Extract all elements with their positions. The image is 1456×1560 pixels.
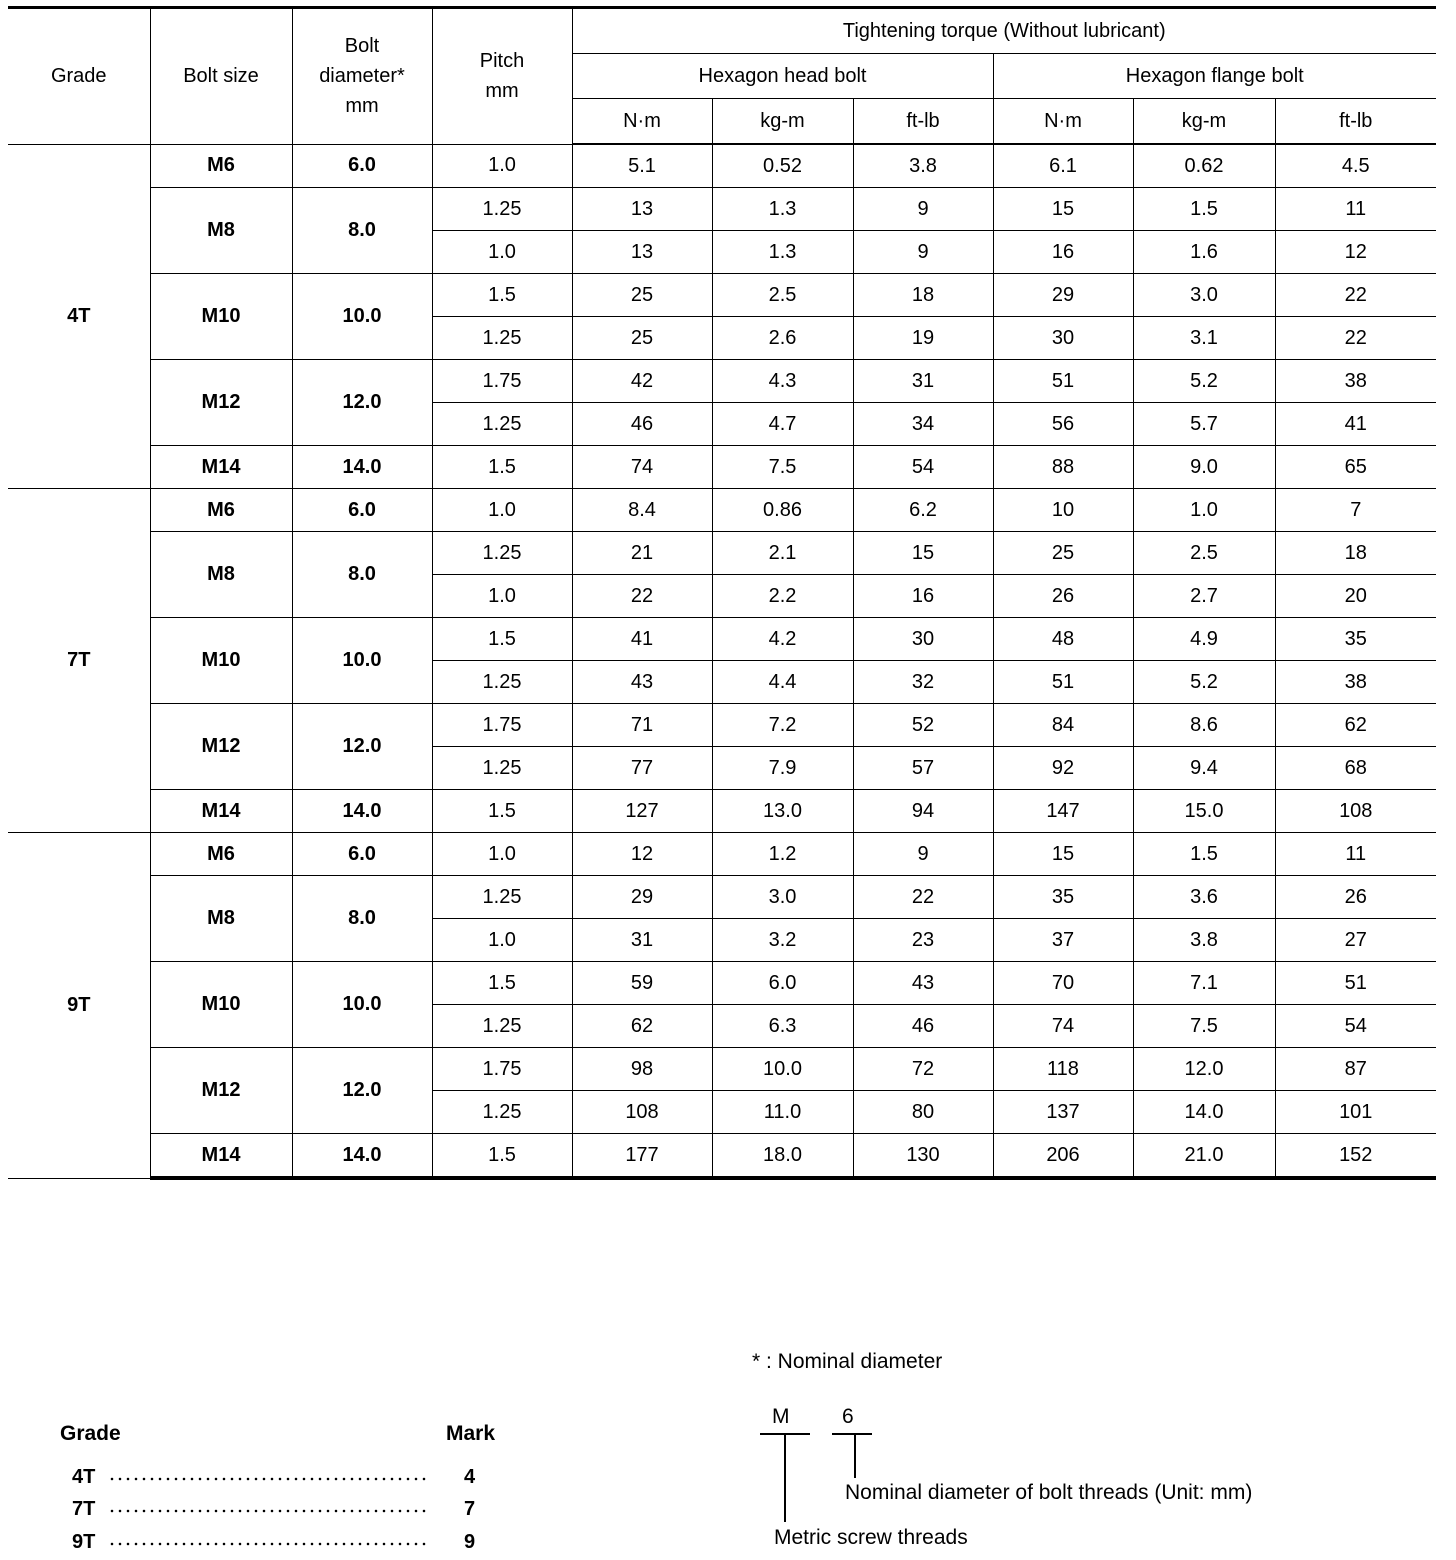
cell-pitch: 1.25 [432,876,572,919]
cell-head-nm: 108 [572,1091,712,1134]
cell-flange-ftlb: 51 [1275,962,1436,1005]
cell-bolt-diameter: 10.0 [292,962,432,1048]
cell-flange-nm: 37 [993,919,1133,962]
cell-head-kgm: 4.7 [712,403,853,446]
cell-head-nm: 25 [572,317,712,360]
cell-head-kgm: 18.0 [712,1134,853,1179]
cell-head-ftlb: 30 [853,618,993,661]
cell-flange-kgm: 1.6 [1133,231,1275,274]
cell-flange-kgm: 0.62 [1133,144,1275,188]
cell-flange-nm: 84 [993,704,1133,747]
cell-head-kgm: 4.4 [712,661,853,704]
cell-flange-nm: 206 [993,1134,1133,1179]
cell-head-nm: 98 [572,1048,712,1091]
cell-bolt-size: M10 [150,962,292,1048]
cell-head-nm: 43 [572,661,712,704]
cell-head-ftlb: 57 [853,747,993,790]
grade-mark-mark: 9 [464,1531,476,1553]
diagram-line-m-stem [784,1434,786,1522]
cell-bolt-diameter: 8.0 [292,876,432,962]
cell-flange-nm: 74 [993,1005,1133,1048]
cell-flange-nm: 137 [993,1091,1133,1134]
cell-head-ftlb: 72 [853,1048,993,1091]
cell-head-kgm: 7.9 [712,747,853,790]
cell-head-ftlb: 9 [853,833,993,876]
cell-flange-ftlb: 26 [1275,876,1436,919]
cell-pitch: 1.25 [432,532,572,575]
cell-flange-nm: 56 [993,403,1133,446]
cell-head-ftlb: 9 [853,188,993,231]
cell-flange-ftlb: 22 [1275,317,1436,360]
cell-head-nm: 177 [572,1134,712,1179]
table-row [8,876,1436,919]
cell-head-ftlb: 94 [853,790,993,833]
cell-flange-kgm: 1.0 [1133,489,1275,532]
cell-head-nm: 74 [572,446,712,489]
header-bolt-size: Bolt size [150,8,292,145]
table-body [8,144,1436,1178]
cell-bolt-size: M8 [150,188,292,274]
cell-pitch: 1.25 [432,661,572,704]
cell-flange-kgm: 2.7 [1133,575,1275,618]
cell-bolt-diameter: 8.0 [292,532,432,618]
cell-pitch: 1.0 [432,489,572,532]
cell-head-nm: 13 [572,231,712,274]
grade-mark-mark: 4 [464,1466,476,1488]
cell-head-kgm: 3.2 [712,919,853,962]
cell-head-kgm: 4.3 [712,360,853,403]
cell-pitch: 1.5 [432,790,572,833]
table-row [8,489,1436,532]
cell-flange-ftlb: 27 [1275,919,1436,962]
cell-head-nm: 46 [572,403,712,446]
cell-flange-ftlb: 38 [1275,360,1436,403]
cell-pitch: 1.25 [432,317,572,360]
cell-flange-kgm: 14.0 [1133,1091,1275,1134]
cell-flange-ftlb: 18 [1275,532,1436,575]
header-hex-flange: Hexagon flange bolt [993,54,1436,99]
cell-bolt-size: M12 [150,360,292,446]
cell-flange-ftlb: 41 [1275,403,1436,446]
cell-flange-ftlb: 54 [1275,1005,1436,1048]
table-row [8,704,1436,747]
cell-flange-nm: 26 [993,575,1133,618]
table-row [8,833,1436,876]
cell-bolt-diameter: 10.0 [292,274,432,360]
cell-flange-kgm: 3.8 [1133,919,1275,962]
cell-pitch: 1.75 [432,1048,572,1091]
cell-bolt-size: M6 [150,489,292,532]
cell-head-kgm: 7.5 [712,446,853,489]
cell-bolt-diameter: 14.0 [292,446,432,489]
header-unit: ft-lb [1275,99,1436,145]
cell-flange-nm: 48 [993,618,1133,661]
cell-head-ftlb: 18 [853,274,993,317]
grade-mark-row [72,1531,492,1557]
cell-flange-nm: 16 [993,231,1133,274]
cell-flange-nm: 51 [993,360,1133,403]
cell-bolt-size: M12 [150,704,292,790]
diagram-line-6-underline [832,1433,872,1435]
cell-flange-ftlb: 68 [1275,747,1436,790]
header-unit: N·m [572,99,712,145]
cell-head-kgm: 3.0 [712,876,853,919]
cell-flange-kgm: 2.5 [1133,532,1275,575]
cell-head-nm: 25 [572,274,712,317]
cell-pitch: 1.0 [432,575,572,618]
header-bolt-diameter-line2: diameter* [319,65,405,88]
cell-head-nm: 29 [572,876,712,919]
cell-head-nm: 42 [572,360,712,403]
cell-head-nm: 8.4 [572,489,712,532]
cell-flange-nm: 10 [993,489,1133,532]
cell-head-ftlb: 16 [853,575,993,618]
cell-bolt-diameter: 14.0 [292,790,432,833]
diagram-number-6: 6 [842,1405,854,1428]
cell-flange-kgm: 5.2 [1133,360,1275,403]
cell-pitch: 1.5 [432,1134,572,1179]
header-grade: Grade [8,8,150,145]
table-row [8,532,1436,575]
cell-pitch: 1.25 [432,747,572,790]
cell-flange-ftlb: 62 [1275,704,1436,747]
cell-bolt-size: M8 [150,532,292,618]
cell-grade: 9T [8,833,150,1179]
cell-head-ftlb: 54 [853,446,993,489]
cell-flange-nm: 88 [993,446,1133,489]
cell-flange-kgm: 7.1 [1133,962,1275,1005]
grade-mark-row [72,1466,492,1492]
cell-bolt-size: M12 [150,1048,292,1134]
cell-pitch: 1.0 [432,144,572,188]
cell-flange-ftlb: 11 [1275,833,1436,876]
header-unit: ft-lb [853,99,993,145]
cell-flange-ftlb: 38 [1275,661,1436,704]
cell-head-ftlb: 46 [853,1005,993,1048]
cell-head-kgm: 1.3 [712,231,853,274]
cell-bolt-size: M6 [150,833,292,876]
cell-head-kgm: 2.5 [712,274,853,317]
cell-head-nm: 127 [572,790,712,833]
cell-head-kgm: 10.0 [712,1048,853,1091]
cell-head-nm: 5.1 [572,144,712,188]
cell-flange-ftlb: 108 [1275,790,1436,833]
cell-flange-nm: 15 [993,833,1133,876]
table-row [8,360,1436,403]
grade-heading: Grade [60,1422,121,1445]
cell-flange-kgm: 7.5 [1133,1005,1275,1048]
cell-bolt-size: M6 [150,144,292,188]
header-tightening-torque: Tightening torque (Without lubricant) [572,8,1436,54]
cell-bolt-diameter: 12.0 [292,704,432,790]
diagram-nominal-label: Nominal diameter of bolt threads (Unit: mm) [845,1481,1253,1504]
cell-flange-nm: 70 [993,962,1133,1005]
cell-bolt-diameter: 12.0 [292,1048,432,1134]
cell-head-kgm: 13.0 [712,790,853,833]
cell-head-kgm: 0.86 [712,489,853,532]
cell-bolt-diameter: 6.0 [292,489,432,532]
cell-bolt-diameter: 6.0 [292,833,432,876]
cell-flange-kgm: 3.0 [1133,274,1275,317]
cell-head-ftlb: 34 [853,403,993,446]
cell-head-nm: 62 [572,1005,712,1048]
cell-bolt-size: M10 [150,618,292,704]
cell-head-ftlb: 43 [853,962,993,1005]
torque-table [8,6,1436,1180]
cell-flange-nm: 25 [993,532,1133,575]
cell-bolt-size: M10 [150,274,292,360]
dot-leader [108,1476,428,1482]
dot-leader [108,1541,428,1547]
cell-pitch: 1.0 [432,919,572,962]
cell-flange-ftlb: 101 [1275,1091,1436,1134]
grade-mark-row [72,1498,492,1524]
cell-flange-kgm: 8.6 [1133,704,1275,747]
cell-head-nm: 22 [572,575,712,618]
cell-pitch: 1.5 [432,962,572,1005]
cell-head-ftlb: 52 [853,704,993,747]
cell-bolt-size: M14 [150,446,292,489]
cell-head-kgm: 11.0 [712,1091,853,1134]
cell-flange-nm: 30 [993,317,1133,360]
cell-head-ftlb: 22 [853,876,993,919]
cell-pitch: 1.5 [432,446,572,489]
cell-head-ftlb: 3.8 [853,144,993,188]
cell-head-nm: 59 [572,962,712,1005]
cell-flange-ftlb: 87 [1275,1048,1436,1091]
header-unit: kg-m [712,99,853,145]
cell-head-kgm: 6.3 [712,1005,853,1048]
cell-pitch: 1.0 [432,833,572,876]
cell-flange-nm: 35 [993,876,1133,919]
cell-head-kgm: 6.0 [712,962,853,1005]
cell-flange-kgm: 9.4 [1133,747,1275,790]
table-row [8,1048,1436,1091]
header-pitch [432,8,572,145]
mark-heading: Mark [446,1422,496,1445]
cell-head-nm: 12 [572,833,712,876]
cell-pitch: 1.75 [432,704,572,747]
cell-flange-nm: 118 [993,1048,1133,1091]
cell-flange-kgm: 21.0 [1133,1134,1275,1179]
cell-flange-nm: 6.1 [993,144,1133,188]
cell-bolt-diameter: 6.0 [292,144,432,188]
cell-head-kgm: 1.2 [712,833,853,876]
header-unit: kg-m [1133,99,1275,145]
grade-mark-mark: 7 [464,1498,476,1520]
cell-head-ftlb: 80 [853,1091,993,1134]
cell-head-kgm: 0.52 [712,144,853,188]
cell-head-kgm: 7.2 [712,704,853,747]
cell-pitch: 1.0 [432,231,572,274]
header-pitch-line2: mm [485,80,519,103]
cell-flange-ftlb: 12 [1275,231,1436,274]
cell-pitch: 1.25 [432,403,572,446]
cell-flange-kgm: 15.0 [1133,790,1275,833]
cell-flange-ftlb: 4.5 [1275,144,1436,188]
cell-pitch: 1.25 [432,1091,572,1134]
cell-head-ftlb: 6.2 [853,489,993,532]
cell-flange-ftlb: 7 [1275,489,1436,532]
cell-bolt-size: M14 [150,1134,292,1179]
table-row [8,446,1436,489]
cell-flange-kgm: 9.0 [1133,446,1275,489]
cell-head-kgm: 2.2 [712,575,853,618]
cell-flange-ftlb: 20 [1275,575,1436,618]
cell-head-nm: 41 [572,618,712,661]
header-pitch-line1: Pitch [479,50,525,73]
grade-mark-grade: 4T [72,1466,96,1488]
diagram-letter-m: M [772,1405,790,1428]
cell-flange-kgm: 4.9 [1133,618,1275,661]
cell-grade: 7T [8,489,150,833]
cell-flange-ftlb: 11 [1275,188,1436,231]
table-row [8,188,1436,231]
cell-head-kgm: 2.1 [712,532,853,575]
cell-flange-kgm: 5.7 [1133,403,1275,446]
dot-leader [108,1508,428,1514]
header-bolt-diameter [292,8,432,145]
header-unit: N·m [993,99,1133,145]
header-bolt-diameter-line1: Bolt [344,35,380,58]
cell-flange-kgm: 3.1 [1133,317,1275,360]
cell-flange-ftlb: 152 [1275,1134,1436,1179]
diagram-line-6-stem [854,1434,856,1478]
cell-flange-nm: 51 [993,661,1133,704]
cell-flange-kgm: 3.6 [1133,876,1275,919]
cell-flange-ftlb: 22 [1275,274,1436,317]
table-row [8,1134,1436,1179]
cell-head-nm: 13 [572,188,712,231]
cell-flange-kgm: 1.5 [1133,833,1275,876]
diagram-metric-label: Metric screw threads [774,1526,968,1549]
cell-grade: 4T [8,144,150,489]
cell-head-nm: 77 [572,747,712,790]
cell-head-ftlb: 130 [853,1134,993,1179]
cell-flange-kgm: 12.0 [1133,1048,1275,1091]
cell-pitch: 1.25 [432,188,572,231]
cell-pitch: 1.25 [432,1005,572,1048]
grade-mark-grade: 7T [72,1498,96,1520]
cell-head-kgm: 1.3 [712,188,853,231]
cell-head-ftlb: 19 [853,317,993,360]
cell-bolt-size: M14 [150,790,292,833]
cell-head-nm: 21 [572,532,712,575]
cell-head-ftlb: 32 [853,661,993,704]
cell-bolt-diameter: 12.0 [292,360,432,446]
table-row [8,962,1436,1005]
cell-head-kgm: 2.6 [712,317,853,360]
cell-flange-kgm: 1.5 [1133,188,1275,231]
footnote: * : Nominal diameter [752,1350,943,1373]
cell-flange-kgm: 5.2 [1133,661,1275,704]
table-row [8,144,1436,188]
cell-flange-nm: 15 [993,188,1133,231]
cell-head-ftlb: 15 [853,532,993,575]
grade-mark-grade: 9T [72,1531,96,1553]
cell-pitch: 1.5 [432,274,572,317]
table-row [8,790,1436,833]
cell-pitch: 1.75 [432,360,572,403]
table-row [8,274,1436,317]
header-hex-head: Hexagon head bolt [572,54,993,99]
cell-flange-nm: 29 [993,274,1133,317]
cell-flange-ftlb: 65 [1275,446,1436,489]
cell-flange-nm: 147 [993,790,1133,833]
header-bolt-diameter-line3: mm [345,95,379,118]
cell-bolt-diameter: 8.0 [292,188,432,274]
cell-head-kgm: 4.2 [712,618,853,661]
cell-head-nm: 31 [572,919,712,962]
cell-bolt-diameter: 10.0 [292,618,432,704]
cell-pitch: 1.5 [432,618,572,661]
cell-head-ftlb: 31 [853,360,993,403]
table-row [8,618,1436,661]
cell-bolt-size: M8 [150,876,292,962]
cell-bolt-diameter: 14.0 [292,1134,432,1179]
cell-head-ftlb: 9 [853,231,993,274]
table-header [8,8,1436,145]
cell-flange-nm: 92 [993,747,1133,790]
cell-head-nm: 71 [572,704,712,747]
cell-flange-ftlb: 35 [1275,618,1436,661]
cell-head-ftlb: 23 [853,919,993,962]
